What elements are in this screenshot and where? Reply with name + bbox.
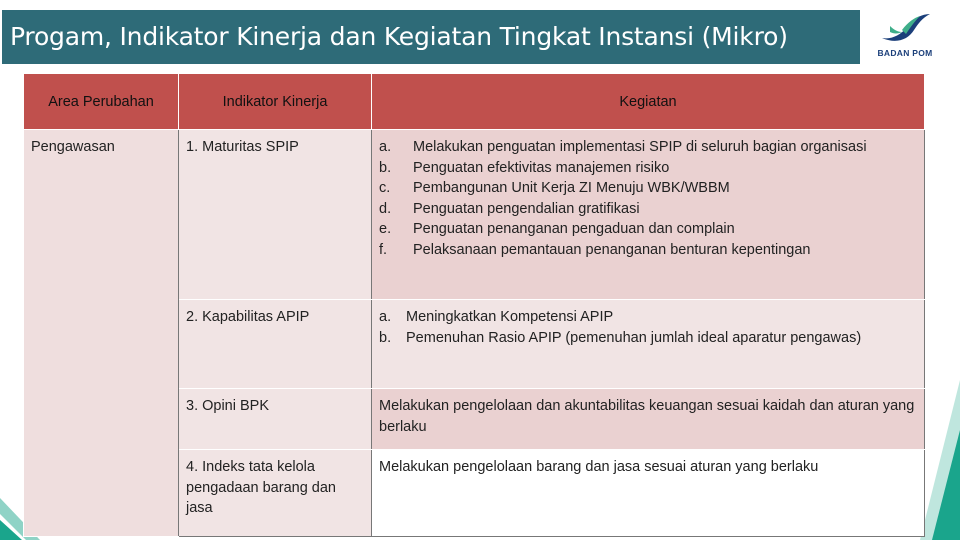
list-item: b. Penguatan efektivitas manajemen risiko [379,159,670,176]
list-item: d. Penguatan pengendalian gratifikasi [379,200,640,217]
kegiatan-cell [372,130,925,300]
header-indikator-kinerja: Indikator Kinerja [179,74,372,130]
area-cell: Pengawasan [24,130,179,537]
program-table [23,73,925,537]
kegiatan-list [379,307,917,348]
corner-decoration-right [920,340,960,540]
header-area-perubahan: Area Perubahan [24,74,179,130]
list-item: f. Pelaksanaan pemantauan penanganan benturan kepentingan [379,241,811,258]
header-kegiatan: Kegiatan [372,74,925,130]
logo-text: BADAN POM [877,48,933,58]
indikator-cell: 3. Opini BPK [179,389,372,450]
list-item: a. Meningkatkan Kompetensi APIP [379,309,614,325]
kegiatan-cell: Melakukan pengelolaan dan akuntabilitas keuangan sesuai kaidah dan aturan yang berlaku [372,389,925,450]
kegiatan-cell: Melakukan pengelolaan barang dan jasa sesuai aturan yang berlaku [372,450,925,537]
bird-icon [868,8,942,48]
page-title: Progam, Indikator Kinerja dan Kegiatan Tingkat Instansi (Mikro) [10,22,788,51]
list-item: b. Pemenuhan Rasio APIP (pemenuhan jumlah ideal aparatur pengawas) [379,329,862,346]
list-item: c. Pembangunan Unit Kerja ZI Menuju WBK/WBBM [379,180,730,196]
indikator-cell: 4. Indeks tata kelola pengadaan barang dan jasa [179,450,372,537]
table-header-row [24,74,925,130]
indikator-cell: 1. Maturitas SPIP [179,130,372,300]
list-item: a. Melakukan penguatan implementasi SPIP di seluruh bagian organisasi [379,139,867,155]
kegiatan-list [379,137,917,260]
list-item: e. Penguatan penanganan pengaduan dan complain [379,221,735,237]
indikator-cell: 2. Kapabilitas APIP [179,300,372,389]
title-bar [2,10,860,64]
kegiatan-cell [372,300,925,389]
table-row [24,130,925,300]
badan-pom-logo [868,8,942,62]
